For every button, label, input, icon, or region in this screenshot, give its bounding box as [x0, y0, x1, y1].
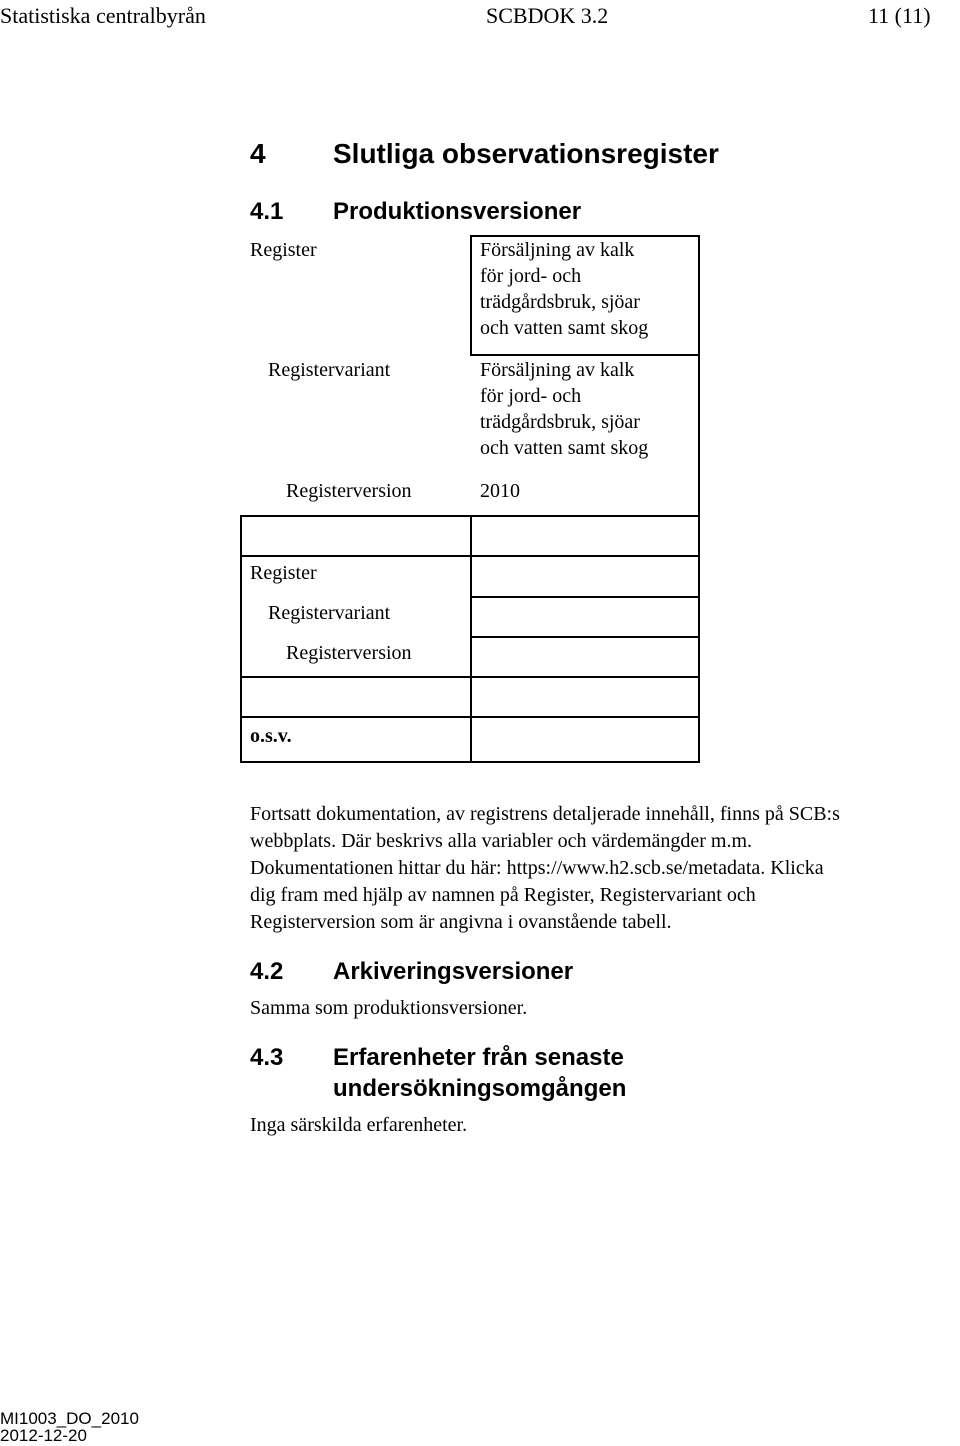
paragraph-line: Fortsatt dokumentation, av registrens detaljerade innehåll, finns på SCB:s	[250, 803, 840, 825]
table2-version-label: Registerversion	[286, 642, 412, 664]
table1-border	[470, 354, 700, 356]
table1-register-label: Register	[250, 239, 317, 261]
paragraph-line: webbplats. Där beskrivs alla variabler och värdemängder m.m.	[250, 830, 753, 852]
section-4-2-body: Samma som produktionsversioner.	[250, 997, 528, 1019]
table1-border	[470, 235, 472, 355]
header-page-number: 11 (11)	[868, 3, 931, 28]
header-doc-id: SCBDOK 3.2	[486, 3, 609, 28]
footer-doc-code: MI1003_DO_2010	[0, 1409, 139, 1428]
table2-variant-label: Registervariant	[268, 602, 391, 624]
table1-border	[470, 235, 700, 237]
table2-border	[470, 596, 700, 598]
metadata-link[interactable]: https://www.h2.scb.se/metadata	[506, 857, 761, 879]
table2-border	[470, 515, 472, 763]
table2-register-label: Register	[250, 562, 317, 584]
section-4-3-body: Inga särskilda erfarenheter.	[250, 1114, 468, 1136]
table1-version-label: Registerversion	[286, 480, 412, 502]
table1-border	[698, 235, 700, 517]
section-4-2-title: Arkiveringsversioner	[333, 958, 574, 985]
footer-date: 2012-12-20	[0, 1426, 87, 1445]
table2-border	[240, 555, 700, 557]
section-4-3-title-line2: undersökningsomgången	[333, 1075, 627, 1102]
table2-border	[470, 636, 700, 638]
table1-version-value: 2010	[480, 480, 520, 502]
section-4-1-number: 4.1	[250, 198, 284, 225]
table1-register-value: Försäljning av kalk för jord- och trädgårdsbruk, sjöar och vatten samt skog	[480, 239, 649, 339]
section-4-number: 4	[250, 138, 266, 169]
paragraph-line: dig fram med hjälp av namnen på Register, Registervariant och	[250, 884, 756, 906]
table2-border	[240, 515, 242, 763]
section-4-title: Slutliga observationsregister	[333, 138, 719, 169]
section-4-2-number: 4.2	[250, 958, 284, 985]
table1-variant-value: Försäljning av kalk för jord- och trädgårdsbruk, sjöar och vatten samt skog	[480, 359, 649, 459]
section-4-3-title-line1: Erfarenheter från senaste	[333, 1044, 624, 1071]
table2-border	[240, 761, 700, 763]
table2-border	[240, 716, 700, 718]
table2-border	[240, 676, 700, 678]
table2-border	[698, 515, 700, 763]
table1-variant-label: Registervariant	[268, 359, 391, 381]
paragraph-line: Dokumentationen hittar du här: https://www.h2.scb.se/metadata. Klicka	[250, 857, 824, 879]
section-4-3-number: 4.3	[250, 1044, 284, 1071]
table2-osv: o.s.v.	[250, 725, 292, 747]
paragraph-line: Registerversion som är angivna i ovanstående tabell.	[250, 911, 672, 933]
header-org: Statistiska centralbyrån	[0, 3, 206, 28]
section-4-1-title: Produktionsversioner	[333, 198, 582, 225]
